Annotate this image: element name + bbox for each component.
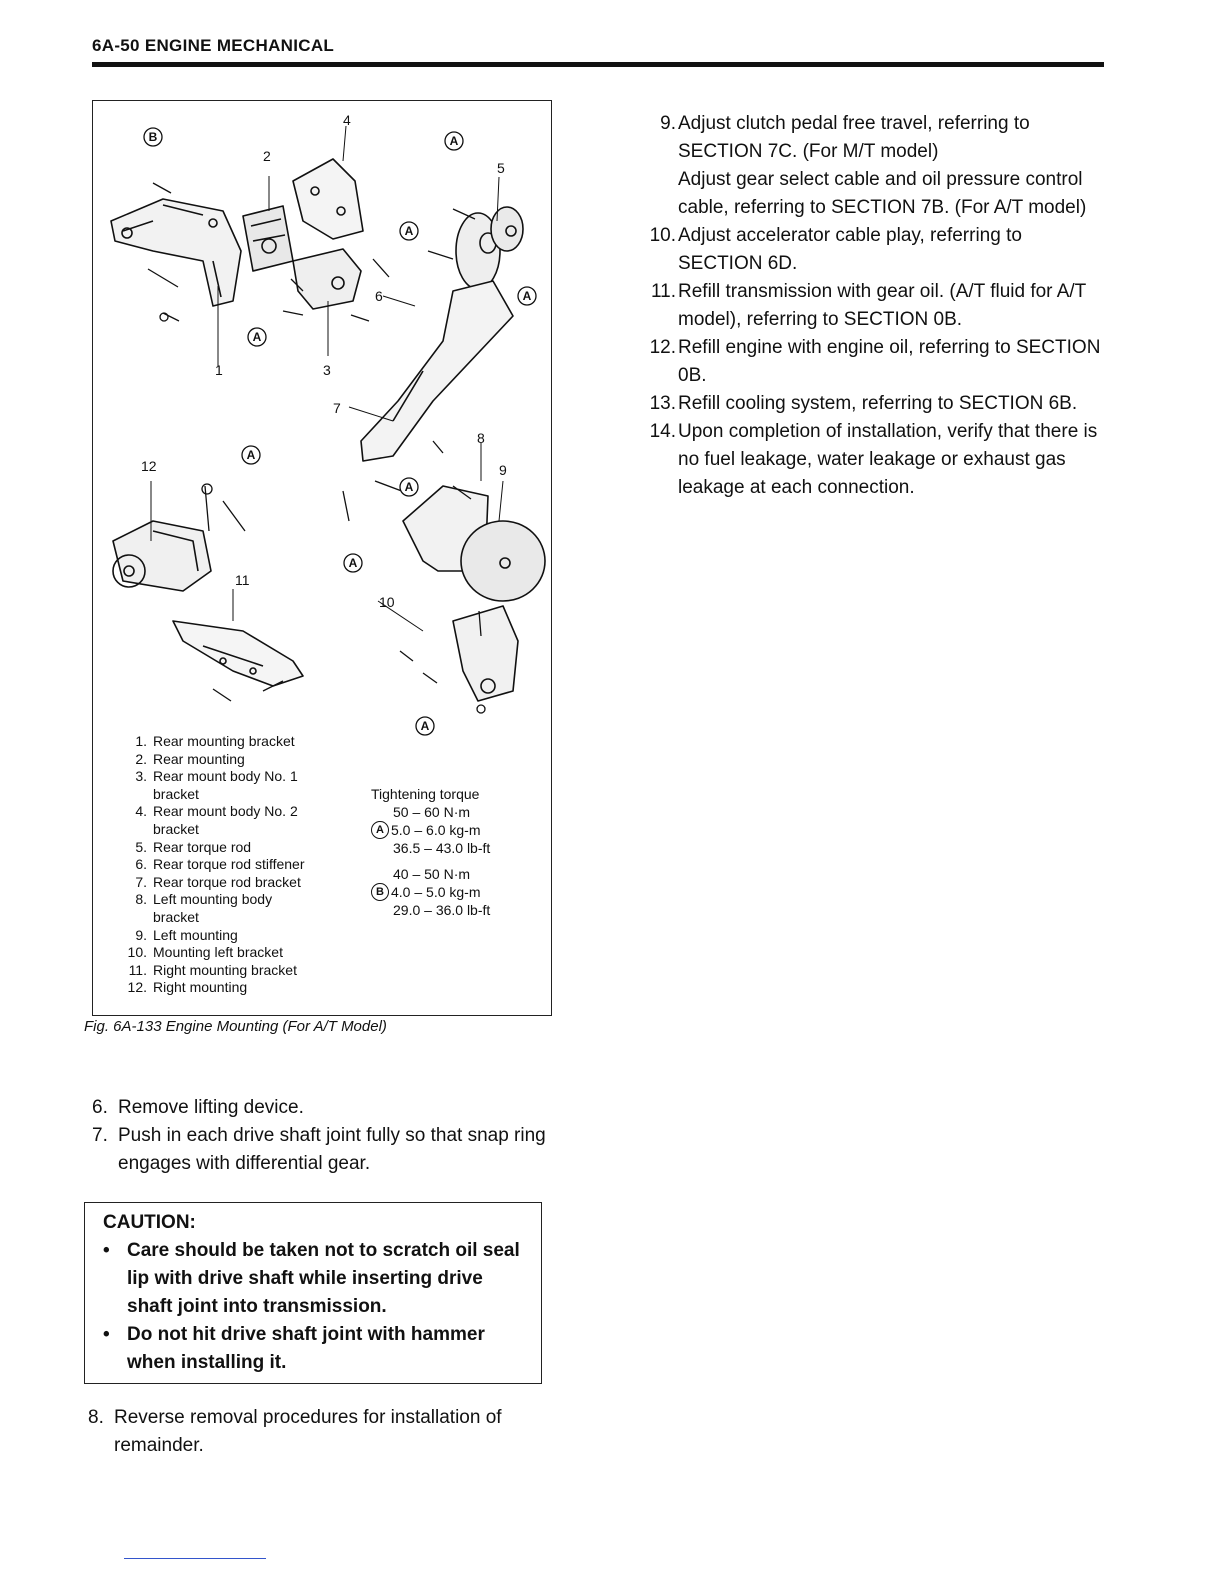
legend-item: 8. Left mounting body bracket xyxy=(135,891,273,925)
callout-2: 2 xyxy=(263,148,271,164)
callout-4: 4 xyxy=(343,112,351,128)
caution-item: • Care should be taken not to scratch oil seal lip with drive shaft while inserting drive shaft joint into transmission. xyxy=(103,1237,523,1321)
right-mounting-drawing xyxy=(113,521,211,591)
marker-a-8: A xyxy=(420,719,430,733)
callout-5: 5 xyxy=(497,160,505,176)
marker-a-7: A xyxy=(348,556,358,570)
callout-10: 10 xyxy=(379,594,395,610)
callout-7: 7 xyxy=(333,400,341,416)
rear-mount-body-no2-bracket-drawing xyxy=(293,159,363,239)
torque-heading: Tightening torque xyxy=(371,786,480,802)
rear-mounting-drawing xyxy=(243,206,293,271)
step-10: 10. Adjust accelerator cable play, referring to SECTION 6D. xyxy=(649,225,1022,274)
header-rule xyxy=(92,62,1104,67)
caution-box xyxy=(84,1202,542,1384)
legend-item: 10. Mounting left bracket xyxy=(127,944,283,961)
rear-torque-rod-bracket-drawing xyxy=(361,281,513,461)
legend-item: 1. Rear mounting bracket xyxy=(135,733,295,749)
engine-mounting-diagram xyxy=(93,101,551,821)
page-header xyxy=(92,34,1104,68)
legend-item: 5. Rear torque rod xyxy=(135,838,252,855)
marker-b: B xyxy=(148,130,158,144)
torque-b: 40 – 50 N·m B 4.0 – 5.0 kg-m 29.0 – 36.0 lb-ft xyxy=(371,865,490,919)
left-mounting-drawing xyxy=(403,486,545,601)
legend-item: 12. Right mounting xyxy=(127,979,248,996)
step-9: 9. Adjust clutch pedal free travel, referring to SECTION 7C. (For M/T model) Adjust gear select cable and oil pressure control cable, referring to SECTION 7B. (For A/T model) xyxy=(660,113,1087,218)
step-11: 11. Refill transmission with gear oil. (A/T fluid for A/T model), referring to SECTION 0B. xyxy=(650,281,1086,330)
figure-caption: Fig. 6A-133 Engine Mounting (For A/T Model) xyxy=(84,1018,387,1035)
rear-torque-rod-drawing xyxy=(456,207,523,289)
callout-9: 9 xyxy=(499,462,507,478)
caution-title: CAUTION: xyxy=(103,1212,196,1233)
step-13: 13. Refill cooling system, referring to SECTION 6B. xyxy=(649,393,1078,414)
legend-item: 2. Rear mounting xyxy=(135,750,245,767)
step-14: 14. Upon completion of installation, verify that there is no fuel leakage, water leakage or exhaust gas leakage at each connection. xyxy=(649,421,1098,498)
figure-legend xyxy=(115,733,353,997)
rear-mount-body-no1-bracket-drawing xyxy=(293,249,361,309)
legend-item: 3. Rear mount body No. 1 bracket xyxy=(135,768,298,802)
mounting-left-bracket-drawing xyxy=(453,606,518,701)
marker-a-4: A xyxy=(252,330,262,344)
torque-a-marker: A xyxy=(371,821,389,839)
steps-right xyxy=(640,110,1104,502)
legend-item: 6. Rear torque rod stiffener xyxy=(135,856,305,873)
marker-a-5: A xyxy=(246,448,256,462)
step-8: 8. Reverse removal procedures for installation of remainder. xyxy=(88,1407,502,1456)
legend-item: 7. Rear torque rod bracket xyxy=(135,873,301,890)
bullet-icon: • xyxy=(103,1324,110,1345)
bottom-rule xyxy=(124,1558,266,1559)
bullet-icon: • xyxy=(103,1240,110,1261)
callout-11: 11 xyxy=(235,572,250,588)
callout-1: 1 xyxy=(215,362,223,378)
torque-a: 50 – 60 N·m A 5.0 – 6.0 kg-m 36.5 – 43.0 lb-ft xyxy=(371,803,490,857)
legend-item: 9. Left mounting xyxy=(135,926,238,943)
callout-8: 8 xyxy=(477,430,485,446)
right-mounting-bracket-drawing xyxy=(173,621,303,686)
torque-b-marker: B xyxy=(371,883,389,901)
marker-a-1: A xyxy=(449,134,459,148)
marker-a-6: A xyxy=(404,480,414,494)
callout-12: 12 xyxy=(141,458,157,474)
legend-item: 11. Right mounting bracket xyxy=(128,961,297,978)
step-12: 12. Refill engine with engine oil, referring to SECTION 0B. xyxy=(649,337,1101,386)
marker-a-3: A xyxy=(522,289,532,303)
rear-mounting-bracket-drawing xyxy=(111,199,241,306)
callout-6: 6 xyxy=(375,288,383,304)
figure-box xyxy=(92,100,552,1016)
legend-item: 4. Rear mount body No. 2 bracket xyxy=(135,803,298,837)
callout-3: 3 xyxy=(323,362,331,378)
steps-left xyxy=(92,1094,552,1178)
marker-a-2: A xyxy=(404,224,414,238)
page-title: 6A-50 ENGINE MECHANICAL xyxy=(92,36,335,55)
step-6: 6. Remove lifting device. xyxy=(92,1097,304,1118)
step-7: 7. Push in each drive shaft joint fully so that snap ring engages with differential gear. xyxy=(92,1125,546,1174)
caution-item: • Do not hit drive shaft joint with hammer when installing it. xyxy=(103,1321,523,1377)
tightening-torque xyxy=(371,785,490,927)
